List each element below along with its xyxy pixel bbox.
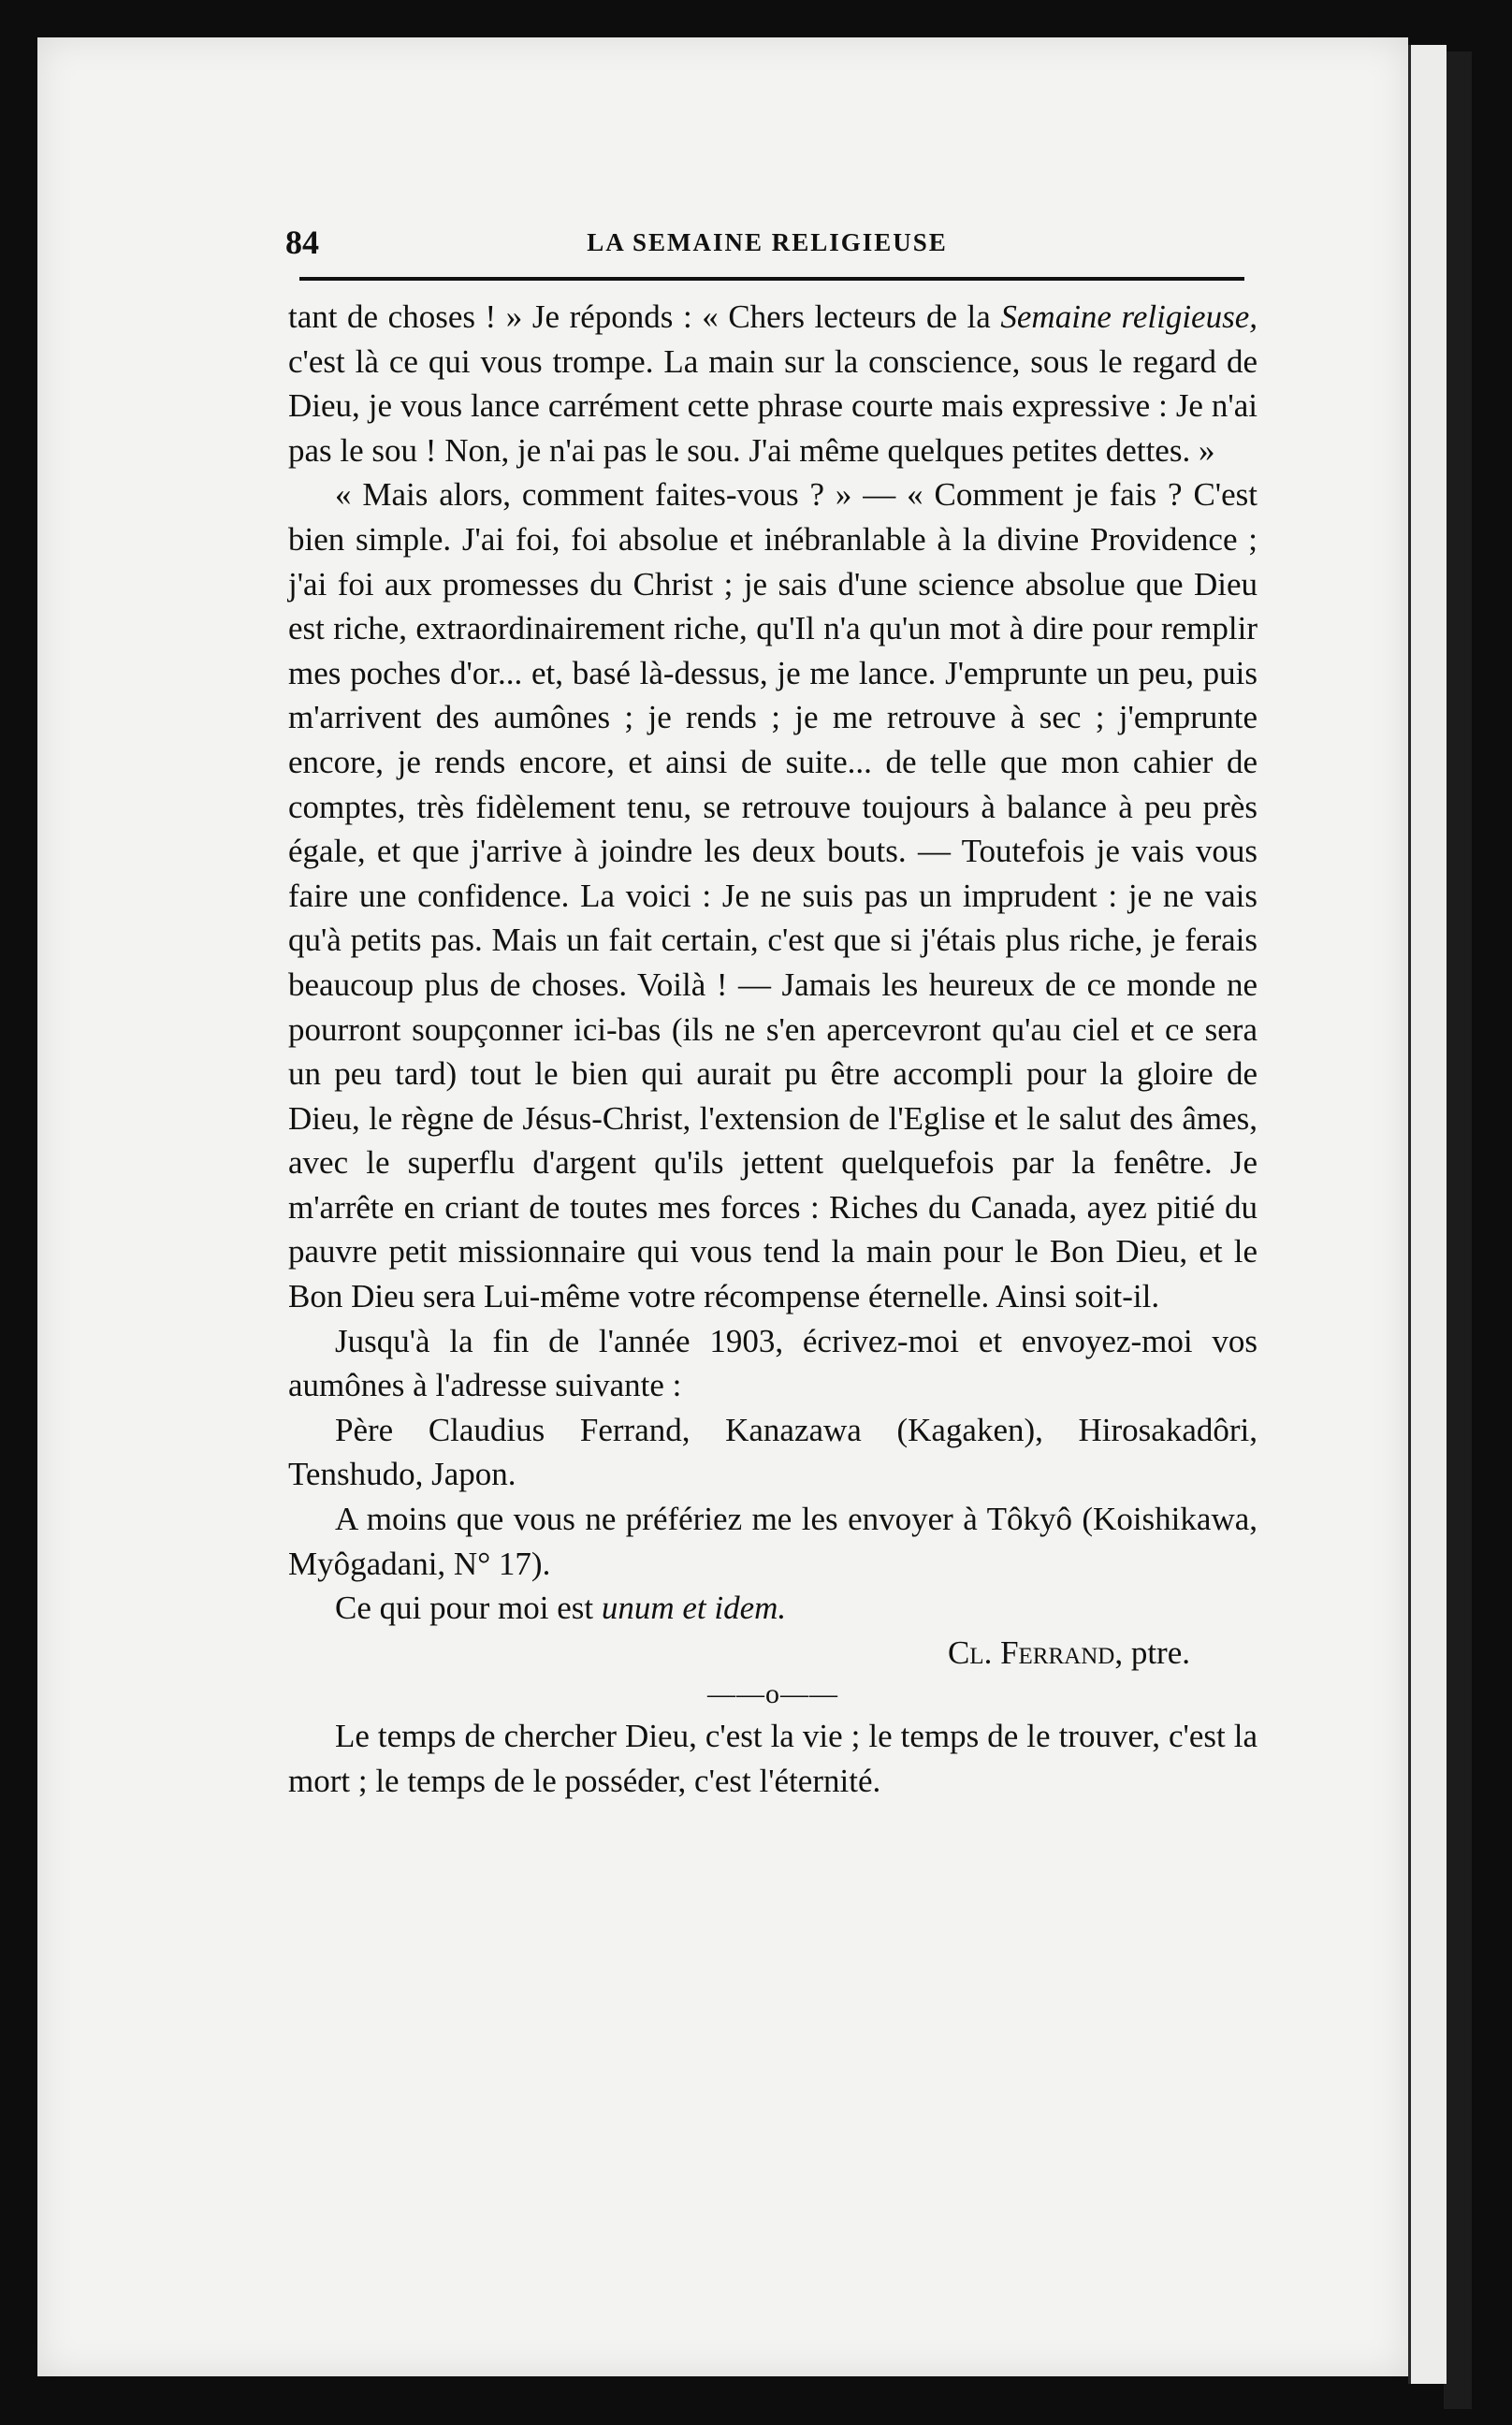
header-rule (299, 277, 1244, 281)
paragraph-1-text-b: c'est là ce qui vous trompe. La main sur la conscience, sous le regard de Dieu, je vous lance carrément cette phrase courte mais expressive : Je n'ai pas le sou ! Non, je n'ai pas le sou. J'ai même quelques petites dettes. » (288, 342, 1258, 469)
paragraph-3: Jusqu'à la fin de l'année 1903, écrivez-moi et envoyez-moi vos aumônes à l'adresse suivante : (288, 1322, 1258, 1404)
address-paragraph: Père Claudius Ferrand, Kanazawa (Kagaken), Hirosakadôri, Tenshudo, Japon. (288, 1411, 1258, 1493)
signature (288, 1631, 1258, 1676)
paragraph-2: « Mais alors, comment faites-vous ? » — « Comment je fais ? C'est bien simple. J'ai foi, foi absolue et inébranlable à la divine Providence ; j'ai foi aux promesses du Christ ; je sais d'une science absolue que Dieu est riche, extraordinairement riche, qu'Il n'a qu'un mot à dire pour remplir mes poches d'or... et, basé là-dessus, je me lance. J'emprunte un peu, puis m'arrivent des aumônes ; je rends ; je me retrouve à sec ; j'emprunte encore, je rends encore, et ainsi de suite... de telle que mon cahier de comptes, très fidèlement tenu, se retrouve toujours à balance à peu près égale, et que j'arrive à joindre les deux bouts. — Toutefois je vais vous faire une confidence. La voici : Je ne suis pas un imprudent : je ne vais qu'à petits pas. Mais un fait certain, c'est que si j'étais plus riche, je ferais beaucoup plus de choses. Voilà ! — Jamais les heureux de ce monde ne pourront soupçonner ici-bas (ils ne s'en apercevront qu'au ciel et ce sera un peu tard) tout le bien qui aurait pu être accompli pour la gloire de Dieu, le règne de Jésus-Christ, l'extension de l'Eglise et le salut des âmes, avec le superflu d'argent qu'ils jettent quelquefois par la fenêtre. Je m'arrête en criant de toutes mes forces : Riches du Canada, ayez pitié du pauvre petit missionnaire qui vous tend la main pour le Bon Dieu, et le Bon Dieu sera Lui-même votre récompense éternelle. Ainsi soit-il. (288, 476, 1258, 1315)
paragraph-5: A moins que vous ne préfériez me les envoyer à Tôkyô (Koishikawa, Myôgadani, N° 17). (288, 1501, 1258, 1582)
running-title: LA SEMAINE RELIGIEUSE (587, 228, 948, 256)
page-number: 84 (285, 224, 319, 261)
binding-shadow (1444, 51, 1472, 2409)
signature-title: ptre. (1123, 1634, 1190, 1671)
latin-phrase: unum et idem. (601, 1590, 787, 1627)
paragraph-1-text-a: tant de choses ! » Je réponds : « Chers lecteurs de la (288, 298, 1001, 335)
paragraph-6-text: Ce qui pour moi est (335, 1590, 602, 1627)
next-page-edge (1408, 45, 1447, 2384)
publication-title: Semaine religieuse, (1000, 298, 1258, 335)
paragraph-6 (288, 1586, 1258, 1631)
article-body (288, 295, 1258, 1804)
page-header (285, 223, 1249, 279)
signature-name: Cl. Ferrand, (947, 1634, 1124, 1671)
paragraph-1 (288, 295, 1258, 472)
closing-maxim: Le temps de chercher Dieu, c'est la vie ; le temps de le trouver, c'est la mort ; le temps de le posséder, c'est l'éternité. (288, 1718, 1258, 1799)
section-separator: ——o—— (707, 1678, 838, 1710)
